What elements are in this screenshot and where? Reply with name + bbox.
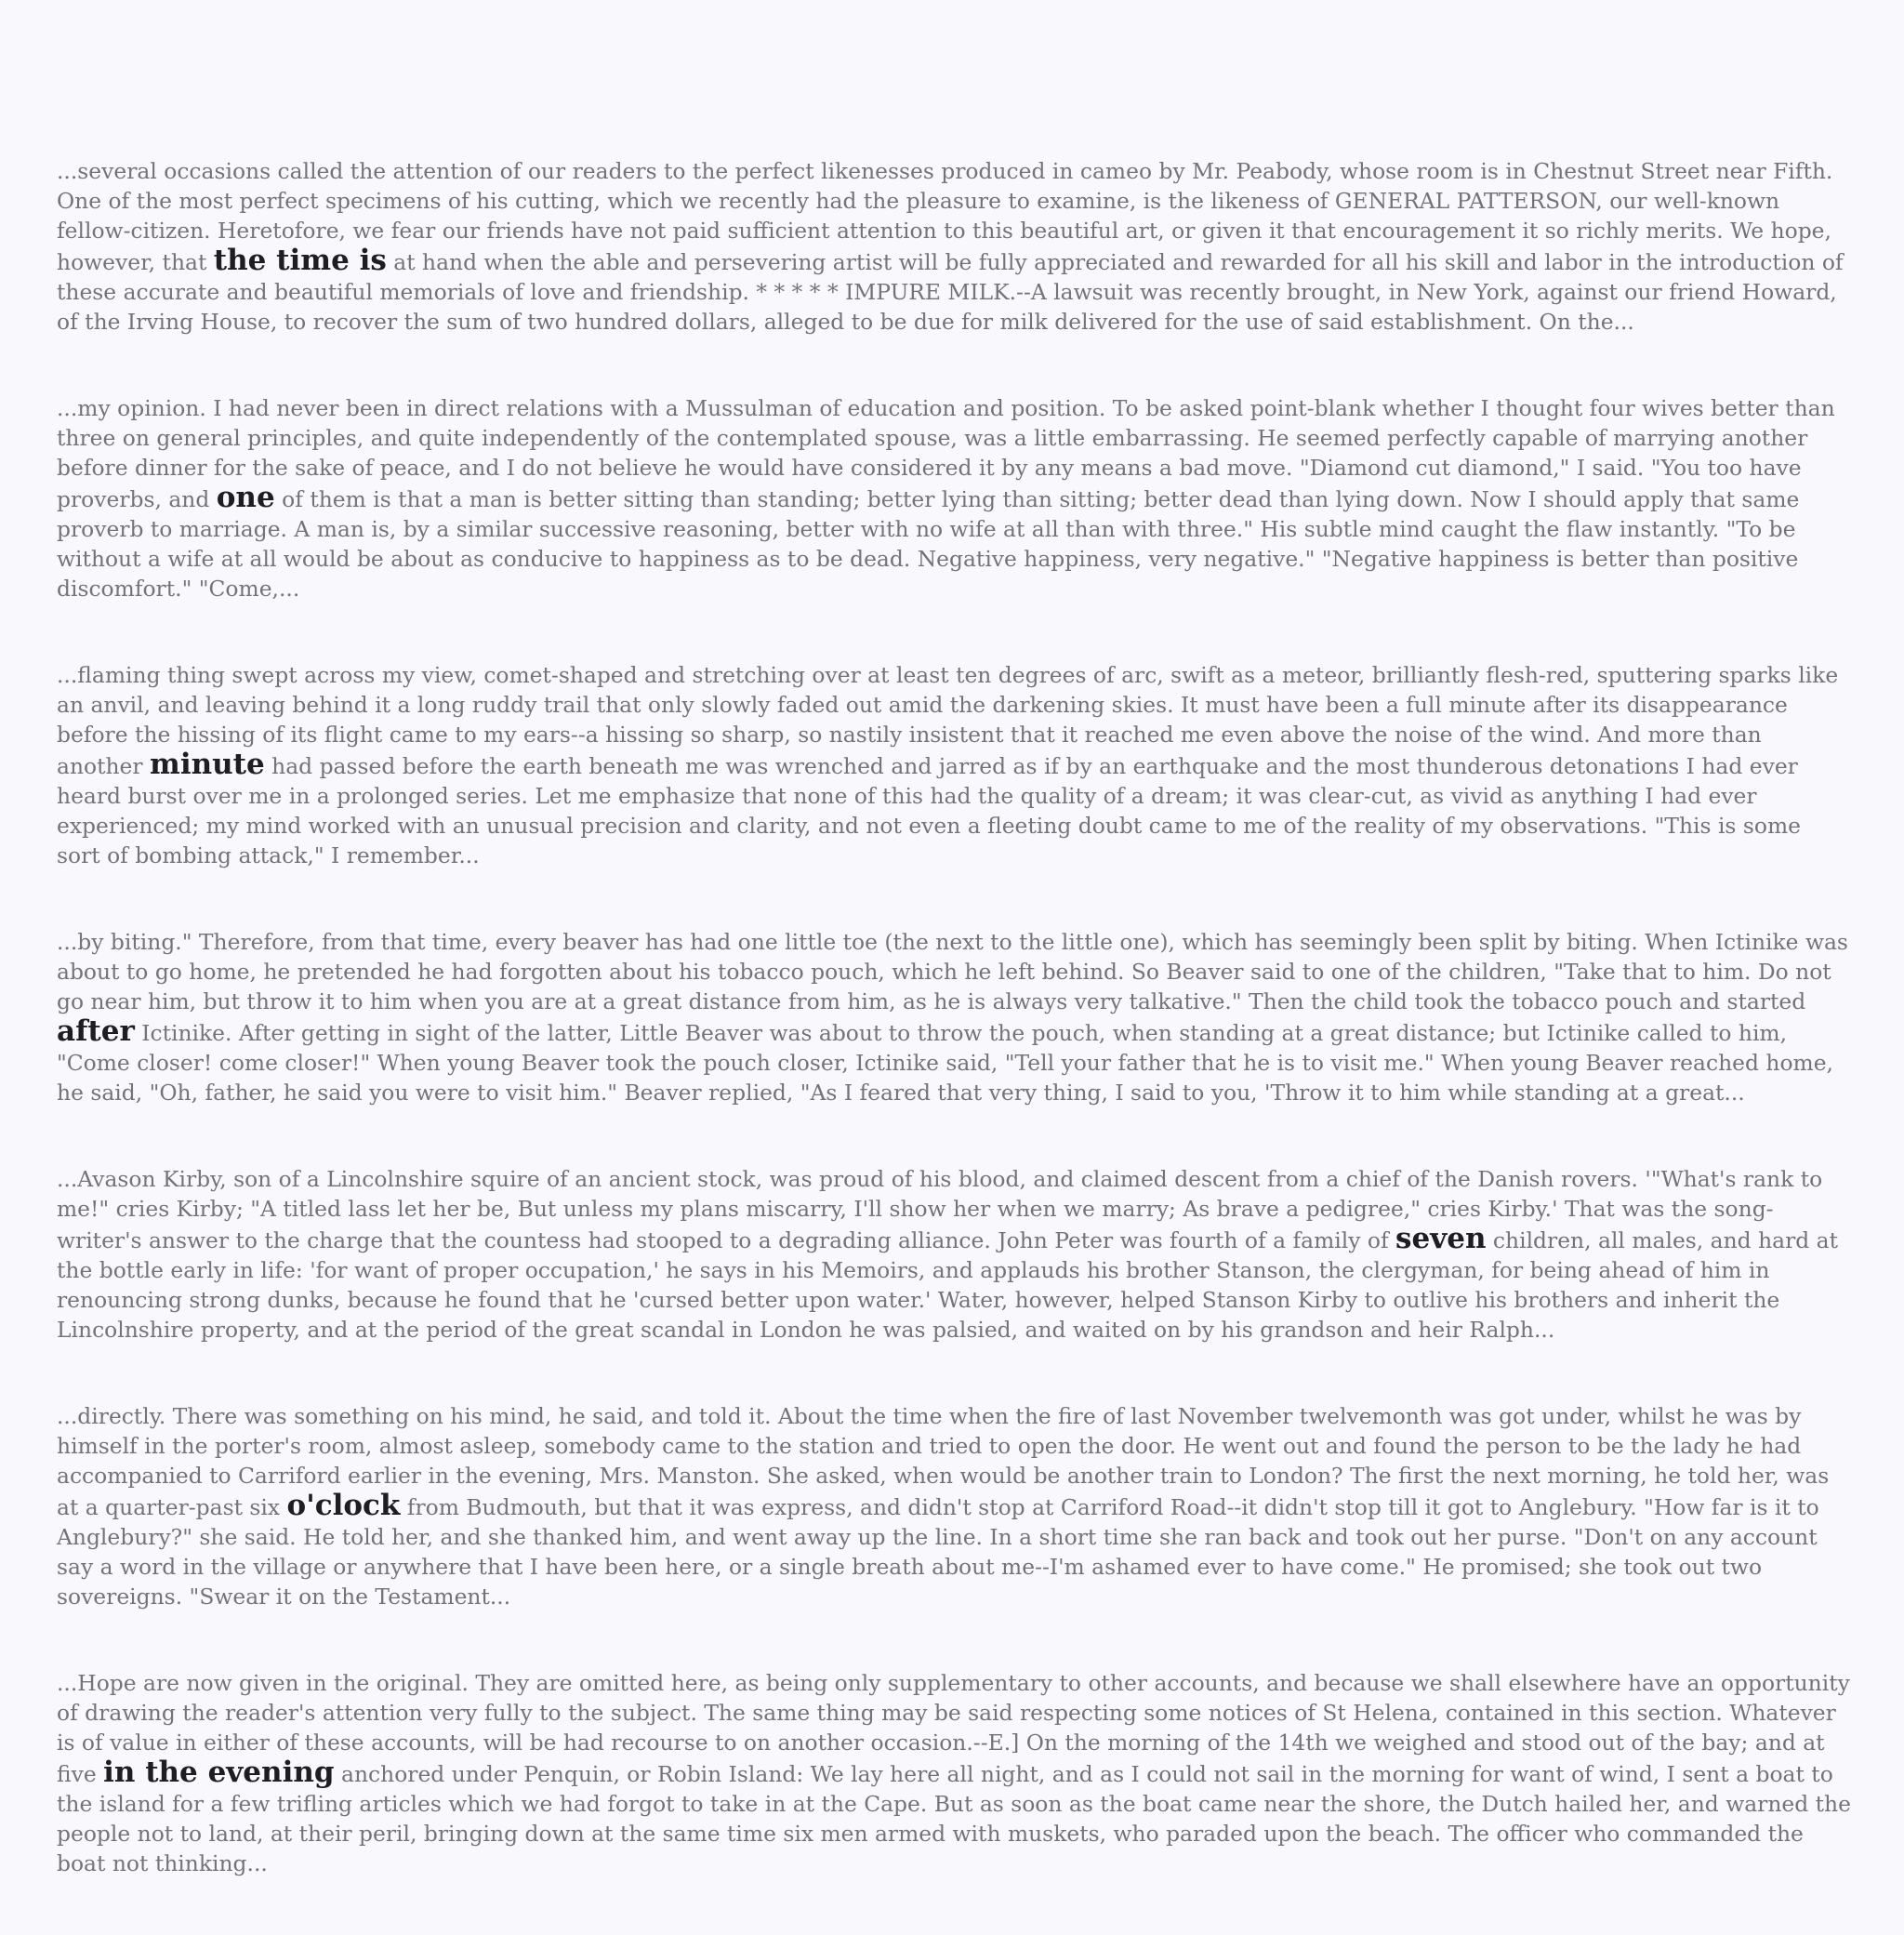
passage-3 (57, 660, 1851, 870)
passage-text-before: ...flaming thing swept across my view, comet-shaped and stretching over at least ten degrees of arc, swift as a meteor, brilliantly flesh-red, sputtering sparks like an anvil, and leaving behind it a long ruddy trail that only slowly faded out amid the darkening skies. It must have been a full minute after its disappearance before the hissing of its flight came to my ears--a hissing so sharp, so nastily insistent that it reached me even above the noise of the wind. And more than another (57, 662, 1839, 779)
passage-2 (57, 393, 1851, 603)
passage-text-after: of them is that a man is better sitting than standing; better lying than sitting; better dead than lying down. Now I should apply that same proverb to marriage. A man is, by a similar successive reasoning, better with no wife at all than with three." His subtle mind caught the flaw instantly. "To be without a wife at all would be about as conducive to happiness as to be dead. Negative happiness, very negative." "Negative happiness is better than positive discomfort." "Come,... (57, 486, 1800, 602)
passage-text-after: Ictinike. After getting in sight of the latter, Little Beaver was about to throw the pouch, when standing at a great distance; but Ictinike called to him, "Come closer! come closer!" When young Beaver took the pouch closer, Ictinike said, "Tell your father that he is to visit me." When young Beaver reached home, he said, "Oh, father, he said you were to visit him." Beaver replied, "As I feared that very thing, I said to you, 'Throw it to him while standing at a great... (57, 1020, 1833, 1106)
highlighted-phrase: o'clock (286, 1489, 401, 1522)
highlighted-phrase: seven (1395, 1222, 1487, 1255)
passage-text-before: ...several occasions called the attention of our readers to the perfect likenesses produced in cameo by Mr. Peabody, whose room is in Chestnut Street near Fifth. One of the most perfect specimens of his cutting, which we recently had the pleasure to examine, is the likeness of GENERAL PATTERSON, our well-known fellow-citizen. Heretofore, we fear our friends have not paid sufficient attention to this beautiful art, or given it that encouragement it so richly merits. We hope, however, that (57, 158, 1833, 275)
passage-text-before: ...Avason Kirby, son of a Lincolnshire squire of an ancient stock, was proud of his blood, and claimed descent from a chief of the Danish rovers. '"What's rank to me!" cries Kirby; "A titled lass let her be, But unless my plans miscarry, I'll show her when we marry; As brave a pedigree," cries Kirby.' That was the song-writer's answer to the charge that the countess had stooped to a degrading alliance. John Peter was fourth of a family of (57, 1166, 1823, 1253)
passage-7 (57, 1668, 1851, 1878)
passage-text-after: from Budmouth, but that it was express, and didn't stop at Carriford Road--it didn't stop till it got to Anglebury. "How far is it to Anglebury?" she said. He told her, and she thanked him, and went away up the line. In a short time she ran back and took out her purse. "Don't on any account say a word in the village or anywhere that I have been here, or a single breath about me--I'm ashamed ever to have come." He promised; she took out two sovereigns. "Swear it on the Testament... (57, 1494, 1819, 1610)
highlighted-phrase: the time is (213, 244, 387, 277)
passage-text-before: ...my opinion. I had never been in direct relations with a Mussulman of education and position. To be asked point-blank whether I thought four wives better than three on general principles, and quite independently of the contemplated spouse, was a little embarrassing. He seemed perfectly capable of marrying another before dinner for the sake of peace, and I do not believe he would have considered it by any means a bad move. "Diamond cut diamond," I said. "You too have proverbs, and (57, 395, 1835, 512)
passage-text-before: ...by biting." Therefore, from that time, every beaver has had one little toe (the next to the little one), which has seemingly been split by biting. When Ictinike was about to go home, he pretended he had forgotten about his tobacco pouch, which he left behind. So Beaver said to one of the children, "Take that to him. Do not go near him, but throw it to him when you are at a great distance from him, as he is always very talkative." Then the child took the tobacco pouch and started (57, 929, 1848, 1014)
highlighted-phrase: in the evening (103, 1756, 335, 1789)
passage-4 (57, 927, 1851, 1107)
passage-text-after: had passed before the earth beneath me was wrenched and jarred as if by an earthquake and the most thunderous detonations I had ever heard burst over me in a prolonged series. Let me emphasize that none of this had the quality of a dream; it was clear-cut, as vivid as anything I had ever experienced; my mind worked with an unusual precision and clarity, and not even a fleeting doubt came to me of the reality of my observations. "This is some sort of bombing attack," I remember... (57, 753, 1801, 868)
passage-text-before: ...Hope are now given in the original. They are omitted here, as being only supplementary to other accounts, and because we shall elsewhere have an opportunity of drawing the reader's attention very fully to the subject. The same thing may be said respecting some notices of St Helena, contained in this section. Whatever is of value in either of these accounts, will be had recourse to on another occasion.--E.] On the morning of the 14th we weighed and stood out of the bay; and at five (57, 1670, 1850, 1787)
passage-1 (57, 156, 1851, 337)
passage-5 (57, 1164, 1851, 1345)
highlighted-phrase: one (216, 481, 275, 514)
passage-text-after: at hand when the able and persevering artist will be fully appreciated and rewarded for all his skill and labor in the introduction of these accurate and beautiful memorials of love and friendship. * * * * * IMPURE MILK.--A lawsuit was recently brought, in New York, against our friend Howard, of the Irving House, to recover the sum of two hundred dollars, alleged to be due for milk delivered for the use of said establishment. On the... (57, 249, 1844, 335)
passage-text-after: anchored under Penquin, or Robin Island: We lay here all night, and as I could not sail in the morning for want of wind, I sent a boat to the island for a few trifling articles which we had forgot to take in at the Cape. But as soon as the boat came near the shore, the Dutch hailed her, and warned the people not to land, at their peril, bringing down at the same time six men armed with muskets, who paraded upon the beach. The officer who commanded the boat not thinking... (57, 1761, 1851, 1876)
highlighted-phrase: after (57, 1014, 135, 1048)
passage-text-before: ...directly. There was something on his mind, he said, and told it. About the time when the fire of last November twelvemonth was got under, whilst he was by himself in the porter's room, almost asleep, somebody came to the station and tried to open the door. He went out and found the person to be the lady he had accompanied to Carriford earlier in the evening, Mrs. Manston. She asked, when would be another train to London? The first the next morning, he told her, was at a quarter-past six (57, 1403, 1830, 1520)
highlighted-phrase: minute (150, 748, 265, 781)
passage-6 (57, 1401, 1851, 1611)
passage-text-after: children, all males, and hard at the bottle early in life: 'for want of proper occupation,' he says in his Memoirs, and applauds his brother Stanson, the clergyman, for being ahead of him in renouncing strong dunks, because he found that he 'cursed better upon water.' Water, however, helped Stanson Kirby to outlive his brothers and inherit the Lincolnshire property, and at the period of the great scandal in London he was palsied, and waited on by his grandson and heir Ralph... (57, 1227, 1839, 1343)
document-page (57, 156, 1851, 1935)
